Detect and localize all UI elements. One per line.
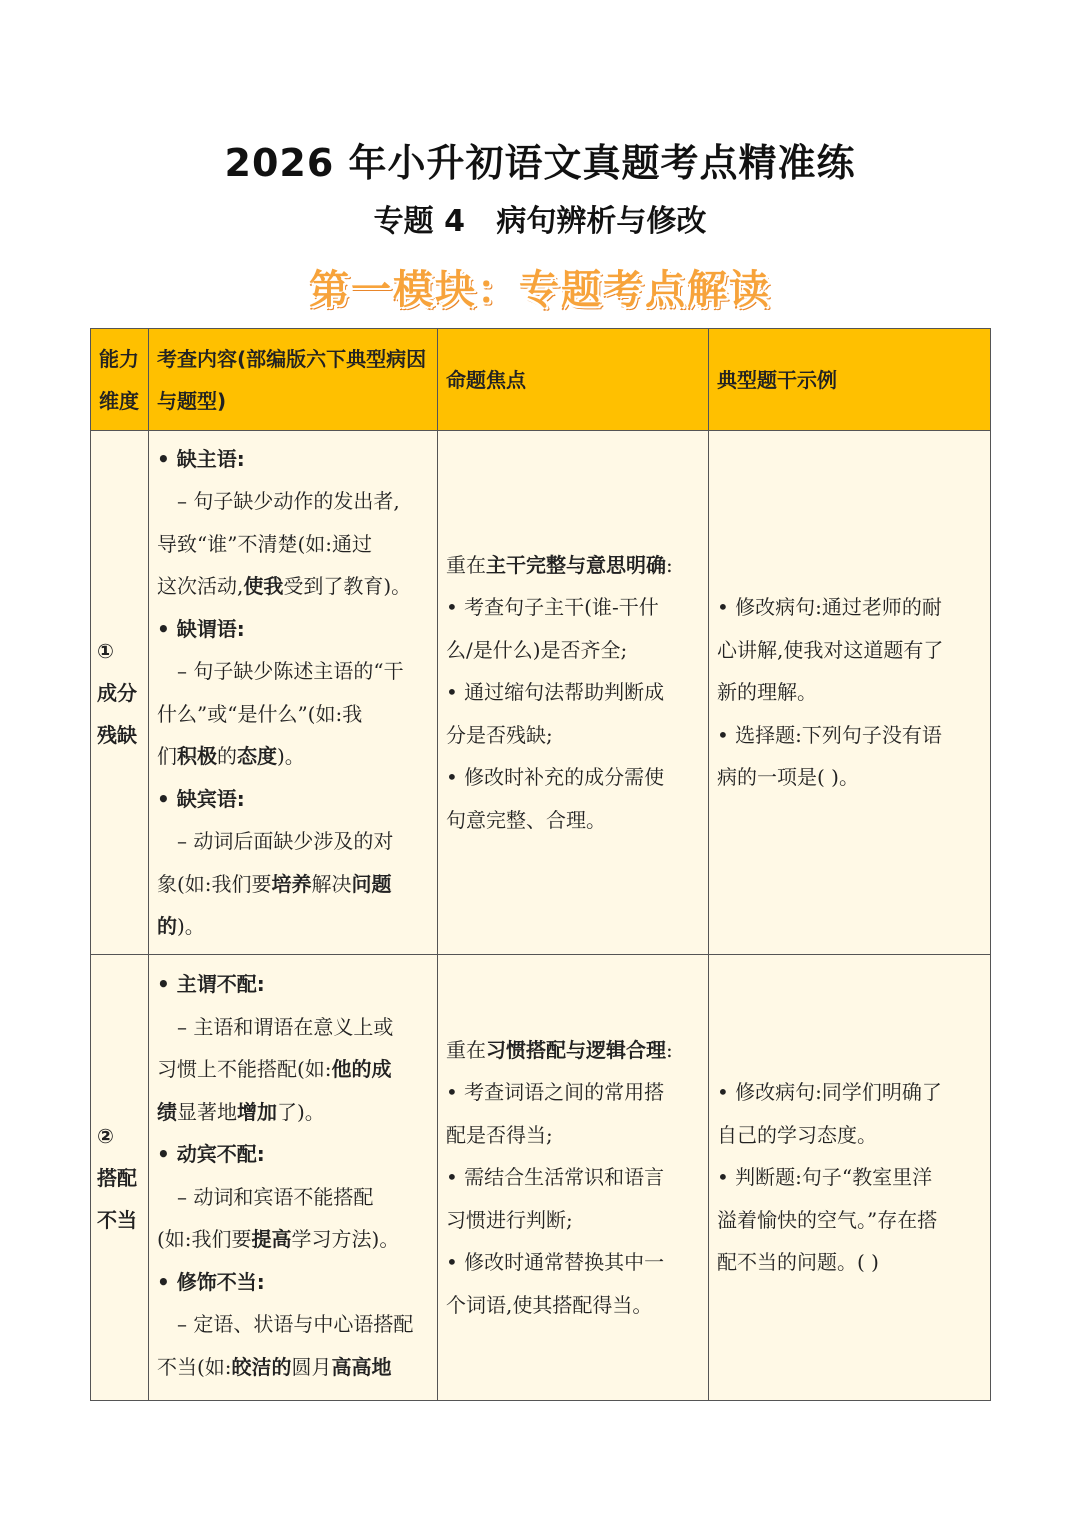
example-line: 心讲解,使我对这道题有了	[717, 637, 944, 662]
focus-text: 重在	[446, 1037, 486, 1062]
detail-text: 了)。	[277, 1099, 325, 1124]
detail-line: – 动词和宾语不能搭配	[177, 1184, 374, 1209]
highlight-text: 增加	[237, 1099, 277, 1124]
focus-line: • 修改时补充的成分需使	[446, 765, 665, 790]
focus-lead	[446, 1029, 700, 1072]
dimension-cell	[91, 955, 149, 1401]
focus-line: • 需结合生活常识和语言	[446, 1165, 665, 1190]
detail-text: 显著地	[177, 1099, 237, 1124]
bullet-heading: • 缺谓语:	[157, 616, 245, 641]
example-cell	[709, 431, 991, 955]
module-heading: 第一模块：专题考点解读	[309, 267, 771, 313]
bullet-heading: • 缺宾语:	[157, 786, 245, 811]
detail-line: – 句子缺少动作的发出者,	[177, 489, 400, 513]
highlight-text: 培养	[271, 871, 312, 896]
detail-text: 不当(如:	[157, 1354, 232, 1379]
detail-line: – 动词后面缺少涉及的对	[177, 829, 394, 853]
detail-line: – 句子缺少陈述主语的“干	[177, 659, 404, 683]
bullet-heading: • 修饰不当:	[157, 1269, 265, 1294]
detail-text: 习惯上不能搭配(如:	[157, 1057, 332, 1081]
focus-line: • 考查句子主干(谁-干什	[446, 595, 659, 620]
highlight-text: 皎洁的	[231, 1354, 292, 1379]
detail-line	[157, 735, 429, 778]
highlight-text: 使我	[243, 574, 284, 598]
highlight-text: 问题	[351, 871, 392, 896]
content-cell	[149, 431, 438, 955]
highlight-text: 态度	[237, 744, 277, 768]
detail-text: 学习方法)。	[291, 1227, 400, 1251]
highlight-text: 他的成	[331, 1057, 392, 1081]
topic-subtitle: 专题 4 病句辨析与修改	[373, 204, 707, 239]
header-example: 典型题干示例	[709, 329, 991, 431]
example-line: 病的一项是( )。	[717, 765, 859, 790]
dimension-name: 不当	[97, 1207, 137, 1232]
example-line: • 修改病句:同学们明确了	[717, 1080, 942, 1105]
dimension-number: ②	[97, 1123, 114, 1148]
dimension-name: 成分	[97, 680, 137, 705]
detail-line	[157, 565, 429, 608]
example-line: 溢着愉快的空气。”存在搭	[717, 1207, 938, 1232]
focus-text: :	[666, 1037, 673, 1062]
detail-text: 的	[217, 744, 237, 768]
table-row	[91, 955, 991, 1401]
focus-lead	[446, 544, 700, 587]
focus-line: 么/是什么)是否齐全;	[446, 637, 628, 662]
example-line: 新的理解。	[717, 680, 817, 705]
document-title: 2026 年小升初语文真题考点精准练	[224, 141, 856, 185]
focus-text: 重在	[446, 552, 486, 577]
detail-line: – 主语和谓语在意义上或	[177, 1014, 394, 1039]
table-row	[91, 431, 991, 955]
content-cell	[149, 955, 438, 1401]
example-cell	[709, 955, 991, 1401]
detail-text: 受到了教育)。	[283, 574, 412, 598]
detail-text: 解决	[311, 871, 352, 896]
focus-line: 习惯进行判断;	[446, 1207, 573, 1232]
detail-text: 们	[157, 744, 177, 768]
header-content: 考查内容(部编版六下典型病因与题型)	[149, 329, 438, 431]
focus-line: 句意完整、合理。	[446, 807, 606, 832]
dimension-name: 残缺	[97, 722, 137, 747]
detail-line	[157, 863, 429, 906]
detail-line	[157, 1048, 429, 1091]
dimension-cell	[91, 431, 149, 955]
highlight-text: 绩	[157, 1099, 177, 1124]
detail-text: 圆月	[291, 1354, 332, 1379]
example-line: • 判断题:句子“教室里洋	[717, 1165, 933, 1190]
highlight-text: 积极	[177, 744, 217, 768]
exam-points-table	[90, 328, 991, 1401]
focus-cell	[438, 431, 709, 955]
detail-text: )。	[177, 914, 205, 938]
detail-text: 象(如:我们要	[157, 871, 272, 896]
focus-text: :	[666, 552, 673, 577]
detail-text: (如:我们要	[157, 1227, 252, 1251]
detail-line	[157, 1218, 429, 1261]
focus-line: 个词语,使其搭配得当。	[446, 1292, 653, 1317]
bullet-heading: • 动宾不配:	[157, 1142, 265, 1166]
header-focus: 命题焦点	[438, 329, 709, 431]
focus-highlight: 主干完整与意思明确	[486, 552, 666, 577]
detail-line: 导致“谁”不清楚(如:通过	[157, 531, 372, 556]
highlight-text: 高高地	[331, 1354, 392, 1379]
example-line: • 选择题:下列句子没有语	[717, 722, 942, 747]
focus-highlight: 习惯搭配与逻辑合理	[486, 1037, 666, 1062]
detail-line: – 定语、状语与中心语搭配	[177, 1312, 414, 1336]
dimension-number: ①	[97, 638, 114, 663]
example-line: • 修改病句:通过老师的耐	[717, 595, 942, 620]
bullet-heading: • 主谓不配:	[157, 972, 265, 996]
example-line: 配不当的问题。( )	[717, 1250, 879, 1275]
table-header-row	[91, 329, 991, 431]
focus-line: 配是否得当;	[446, 1122, 553, 1147]
focus-cell	[438, 955, 709, 1401]
detail-line	[157, 905, 429, 948]
detail-text: 这次活动,	[157, 574, 244, 598]
dimension-name: 搭配	[97, 1165, 137, 1190]
header-dimension: 能力维度	[91, 329, 149, 431]
example-line: 自己的学习态度。	[717, 1122, 877, 1147]
detail-text: )。	[277, 744, 305, 768]
detail-line	[157, 1091, 429, 1134]
highlight-text: 提高	[251, 1227, 292, 1251]
focus-line: • 修改时通常替换其中一	[446, 1250, 665, 1275]
focus-line: 分是否残缺;	[446, 722, 553, 747]
highlight-text: 的	[157, 914, 177, 938]
detail-line: 什么”或“是什么”(如:我	[157, 701, 363, 726]
focus-line: • 考查词语之间的常用搭	[446, 1080, 665, 1105]
bullet-heading: • 缺主语:	[157, 446, 245, 471]
focus-line: • 通过缩句法帮助判断成	[446, 680, 665, 705]
detail-line	[157, 1346, 429, 1389]
